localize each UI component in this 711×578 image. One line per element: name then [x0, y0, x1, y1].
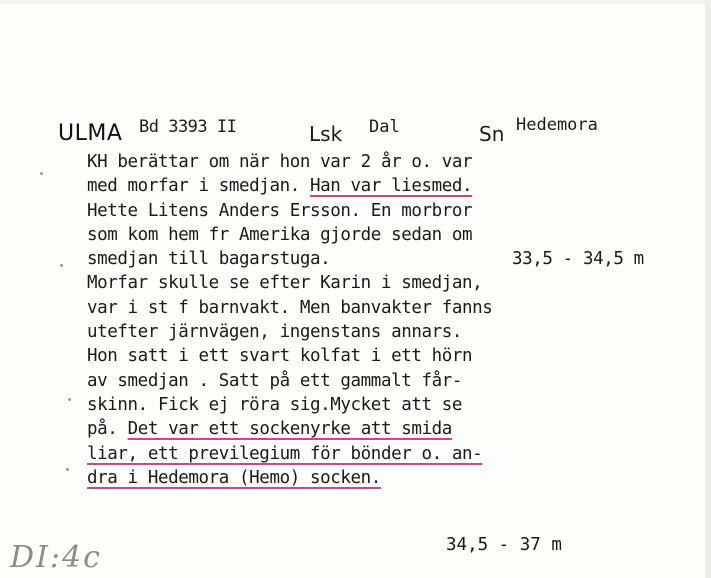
underlined-segment: Han var liesmed. — [310, 176, 473, 197]
end-measurement: 34,5 - 37 m — [446, 535, 562, 555]
text-line: skinn. Fick ej röra sig.Mycket att se — [87, 394, 463, 415]
text-line — [87, 247, 687, 271]
card-right-edge — [705, 0, 711, 578]
text-segment: smedjan till bagarstuga. — [87, 249, 331, 270]
text-line: av smedjan . Satt på ett gammalt får- — [87, 370, 463, 391]
text-line: Hon satt i ett svart kolfat i ett hörn — [87, 346, 473, 367]
underlined-segment: dra i Hedemora (Hemo) socken. — [87, 467, 381, 488]
text-line: Hette Litens Anders Ersson. En morbror — [87, 200, 473, 221]
margin-dot — [68, 398, 71, 401]
handwritten-code: DI:4c — [10, 540, 102, 575]
landskap-label: Lsk — [309, 122, 343, 146]
margin-dot — [40, 172, 43, 175]
underlined-segment: Det var ett sockenyrke att smida — [127, 419, 452, 440]
archive-number: Bd 3393 II — [139, 117, 237, 137]
text-line — [87, 174, 687, 198]
text-line: som kom hem fr Amerika gjorde sedan om — [87, 224, 473, 245]
text-line: var i st f barnvakt. Men banvakter fanns — [87, 297, 493, 318]
text-line — [87, 466, 687, 490]
text-line — [87, 417, 687, 441]
text-segment: på. — [87, 419, 118, 440]
text-line: utefter järnvägen, ingenstans annars. — [87, 322, 463, 343]
margin-dot — [66, 468, 69, 471]
underlined-segment: liar, ett previlegium för bönder o. an- — [87, 443, 483, 464]
archive-label: ULMA — [58, 121, 123, 146]
socken-label: Sn — [479, 122, 505, 146]
socken-value: Hedemora — [516, 115, 598, 135]
measurement-range: 33,5 - 34,5 m — [512, 249, 644, 270]
margin-dot — [60, 264, 63, 267]
text-line: KH berättar om när hon var 2 år o. var — [87, 152, 473, 172]
text-line: Morfar skulle se efter Karin i smedjan, — [87, 273, 483, 294]
text-segment: med morfar i smedjan. — [87, 176, 300, 197]
text-line — [87, 442, 687, 466]
card-body-text — [87, 150, 687, 490]
card-top-edge — [0, 0, 711, 4]
card-header — [58, 113, 678, 145]
landskap-value: Dal — [369, 117, 400, 137]
